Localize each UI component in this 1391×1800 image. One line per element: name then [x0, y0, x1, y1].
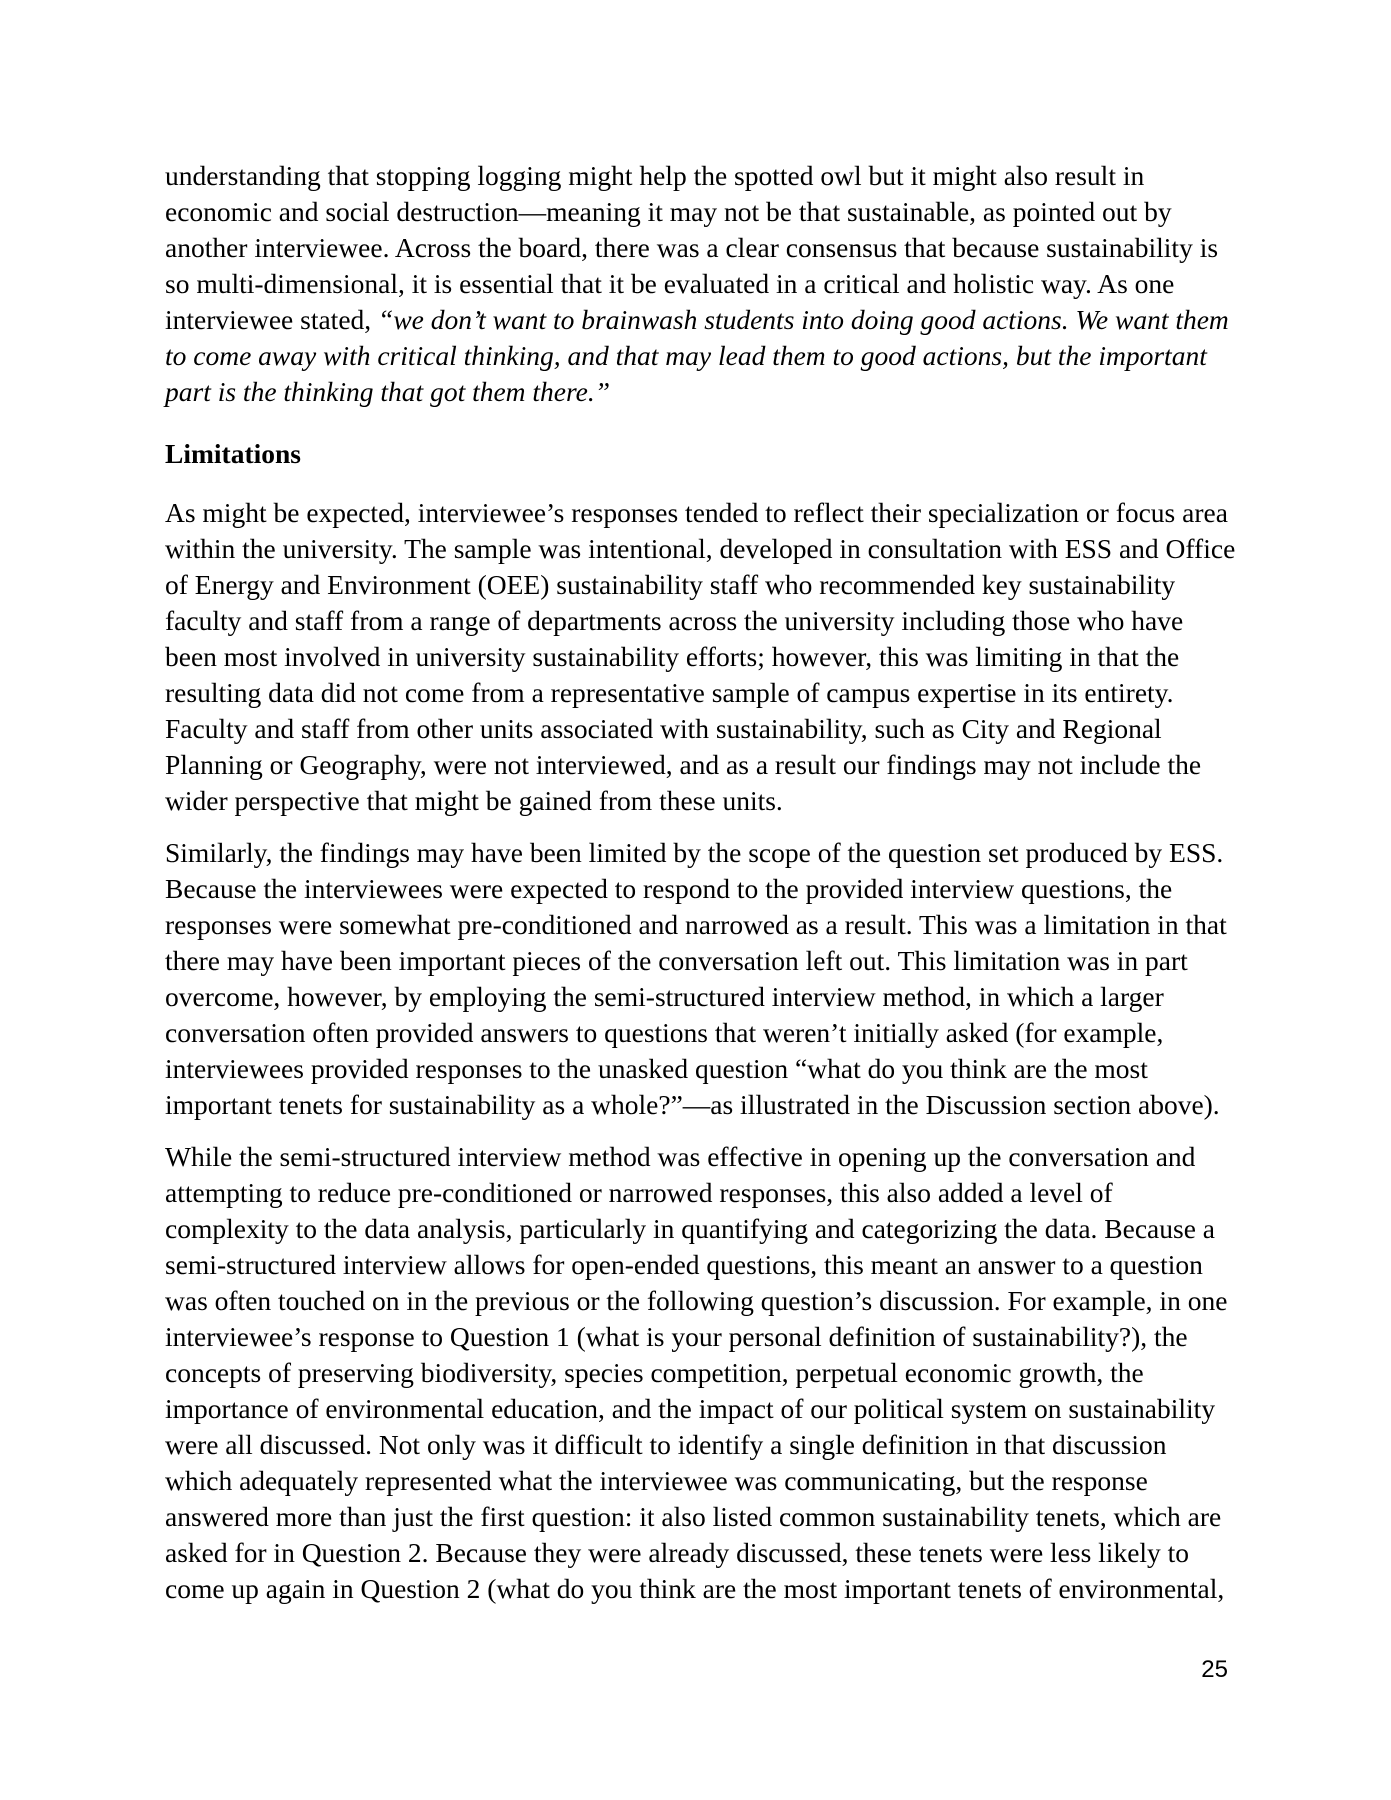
paragraph-question-set-limitation: Similarly, the findings may have been limited by the scope of the question set produced by ESS. Because the interviewees were expected to respond to the provided interview questions, the responses were somewhat pre-conditioned and narrowed as a result. This was a limitation in that there may have been important pieces of the conversation left out. This limitation was in part overcome, however, by employing the semi-structured interview method, in which a larger conversation often provided answers to questions that weren’t initially asked (for example, interviewees provided responses to the unasked question “what do you think are the most important tenets for sustainability as a whole?”—as illustrated in the Discussion section above). [165, 837, 1227, 1120]
section-heading-limitations: Limitations [165, 438, 301, 469]
paragraph-continuation [165, 158, 1237, 410]
page-number: 25 [1201, 1656, 1228, 1683]
paragraph-sample-limitation: As might be expected, interviewee’s responses tended to reflect their specialization or focus area within the university. The sample was intentional, developed in consultation with ESS and Office of Energy and Environment (OEE) sustainability staff who recommended key sustainability faculty and staff from a range of departments across the university including those who have been most involved in university sustainability efforts; however, this was limiting in that the resulting data did not come from a representative sample of campus expertise in its entirety. Faculty and staff from other units associated with sustainability, such as City and Regional Planning or Geography, were not interviewed, and as a result our findings may not include the wider perspective that might be gained from these units. [165, 497, 1236, 816]
page-body-text [165, 158, 1237, 1623]
paragraph-continuation-text: understanding that stopping logging might help the spotted owl but it might also result in economic and social destruction—meaning it may not be that sustainable, as pointed out by another interviewee. Across the board, there was a clear consensus that because sustainability is so multi-dimensional, it is essential that it be evaluated in a critical and holistic way. As one interviewee stated, [165, 160, 1219, 335]
interviewee-quote-italic: “we don’t want to brainwash students into doing good actions. We want them to come away with critical thinking, and that may lead them to good actions, but the important part is the thinking that got them there.” [165, 304, 1229, 407]
paragraph-semi-structured-limitation: While the semi-structured interview method was effective in opening up the conversation and attempting to reduce pre-conditioned or narrowed responses, this also added a level of complexity to the data analysis, particularly in quantifying and categorizing the data. Because a semi-structured interview allows for open-ended questions, this meant an answer to a question was often touched on in the previous or the following question’s discussion. For example, in one interviewee’s response to Question 1 (what is your personal definition of sustainability?), the concepts of preserving biodiversity, species competition, perpetual economic growth, the importance of environmental education, and the impact of our political system on sustainability were all discussed. Not only was it difficult to identify a single definition in that discussion which adequately represented what the interviewee was communicating, but the response answered more than just the first question: it also listed common sustainability tenets, which are asked for in Question 2. Because they were already discussed, these tenets were less likely to come up again in Question 2 (what do you think are the most important tenets of environmental, [165, 1141, 1228, 1604]
